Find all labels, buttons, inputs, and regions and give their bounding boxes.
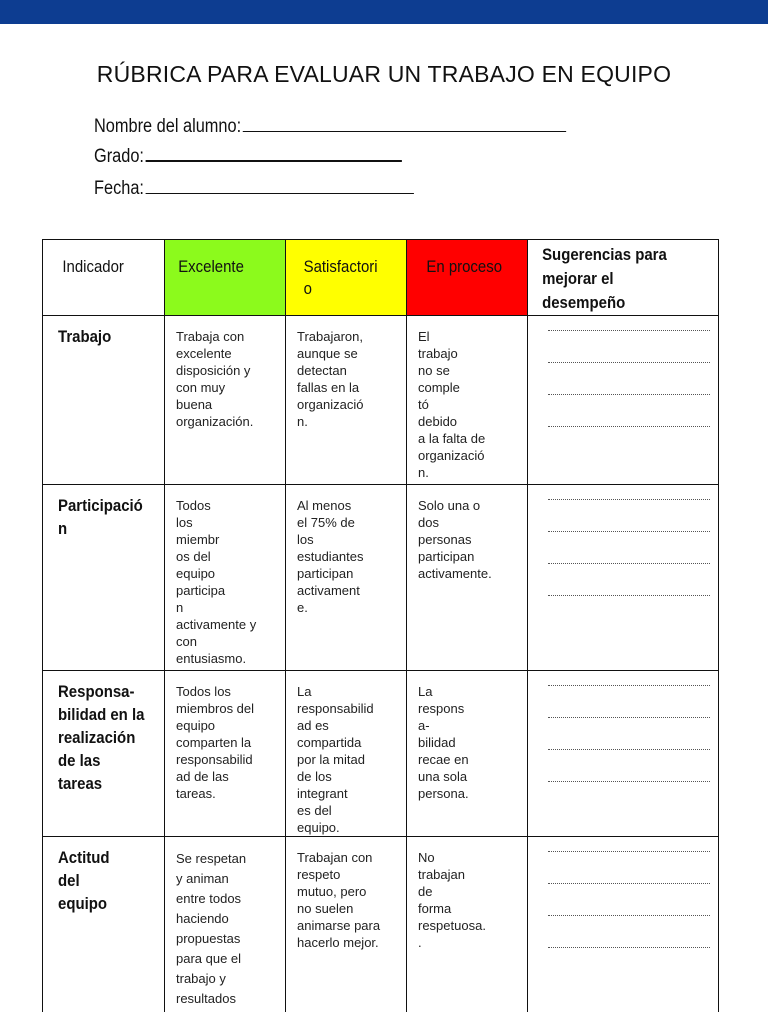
cell-satisfactorio: La responsabilid ad es compartida por la mitad de los integrant es del equipo. [286, 671, 407, 837]
student-name-blank-line[interactable] [243, 131, 566, 132]
top-header-bar [0, 0, 768, 24]
dotted-line[interactable] [548, 717, 710, 718]
row-indicator: Trabajo [43, 316, 165, 485]
grade-field [94, 146, 402, 168]
cell-excelente: Todos los miembros del equipo comparten la responsabilid ad de las tareas. [165, 671, 286, 837]
cell-excelente: Trabaja con excelente disposición y con muy buena organización. [165, 316, 286, 485]
header-en-proceso: En proceso [407, 240, 528, 316]
cell-en-proceso: La respons a- bilidad recae en una sola persona. [407, 671, 528, 837]
dotted-line[interactable] [548, 394, 710, 395]
dotted-line[interactable] [548, 851, 710, 852]
cell-satisfactorio: Al menos el 75% de los estudiantes participan activament e. [286, 485, 407, 671]
cell-excelente: Todos los miembr os del equipo participa n activamente y con entusiasmo. [165, 485, 286, 671]
dotted-line[interactable] [548, 563, 710, 564]
dotted-line[interactable] [548, 531, 710, 532]
cell-excelente: Se respetan y animan entre todos haciendo propuestas para que el trabajo y resultados [165, 837, 286, 1012]
suggestion-lines[interactable] [528, 485, 719, 671]
rubric-table [42, 239, 719, 1012]
suggestion-lines[interactable] [528, 316, 719, 485]
grade-blank-line[interactable] [146, 160, 402, 162]
grade-label: Grado: [94, 146, 144, 167]
cell-en-proceso: El trabajo no se comple tó debido a la falta de organizació n. [407, 316, 528, 485]
dotted-line[interactable] [548, 883, 710, 884]
student-name-label: Nombre del alumno: [94, 116, 242, 137]
dotted-line[interactable] [548, 499, 710, 500]
dotted-line[interactable] [548, 595, 710, 596]
suggestion-lines[interactable] [528, 837, 719, 1012]
row-indicator: Actitud del equipo [43, 837, 165, 1012]
dotted-line[interactable] [548, 685, 710, 686]
header-sugerencias: Sugerencias para mejorar el desempeño [528, 240, 719, 316]
header-row [43, 240, 719, 316]
student-name-field [94, 116, 566, 138]
dotted-line[interactable] [548, 947, 710, 948]
header-excelente: Excelente [165, 240, 286, 316]
date-field [94, 178, 414, 200]
table-row [43, 485, 719, 671]
dotted-line[interactable] [548, 362, 710, 363]
dotted-line[interactable] [548, 330, 710, 331]
dotted-line[interactable] [548, 749, 710, 750]
dotted-line[interactable] [548, 781, 710, 782]
cell-en-proceso: Solo una o dos personas participan activamente. [407, 485, 528, 671]
dotted-line[interactable] [548, 915, 710, 916]
dotted-line[interactable] [548, 426, 710, 427]
suggestion-lines[interactable] [528, 671, 719, 837]
table-row [43, 837, 719, 1012]
date-blank-line[interactable] [146, 193, 414, 194]
table-row [43, 316, 719, 485]
cell-satisfactorio: Trabajan con respeto mutuo, pero no suelen animarse para hacerlo mejor. [286, 837, 407, 1012]
table-row [43, 671, 719, 837]
date-label: Fecha: [94, 178, 144, 199]
document-title: RÚBRICA PARA EVALUAR UN TRABAJO EN EQUIPO [96, 61, 672, 87]
row-indicator: Responsa- bilidad en la realización de las tareas [43, 671, 165, 837]
row-indicator: Participació n [43, 485, 165, 671]
cell-satisfactorio: Trabajaron, aunque se detectan fallas en la organizació n. [286, 316, 407, 485]
header-indicador: Indicador [43, 240, 165, 316]
cell-en-proceso: No trabajan de forma respetuosa. . [407, 837, 528, 1012]
header-satisfactorio: Satisfactori o [286, 240, 407, 316]
